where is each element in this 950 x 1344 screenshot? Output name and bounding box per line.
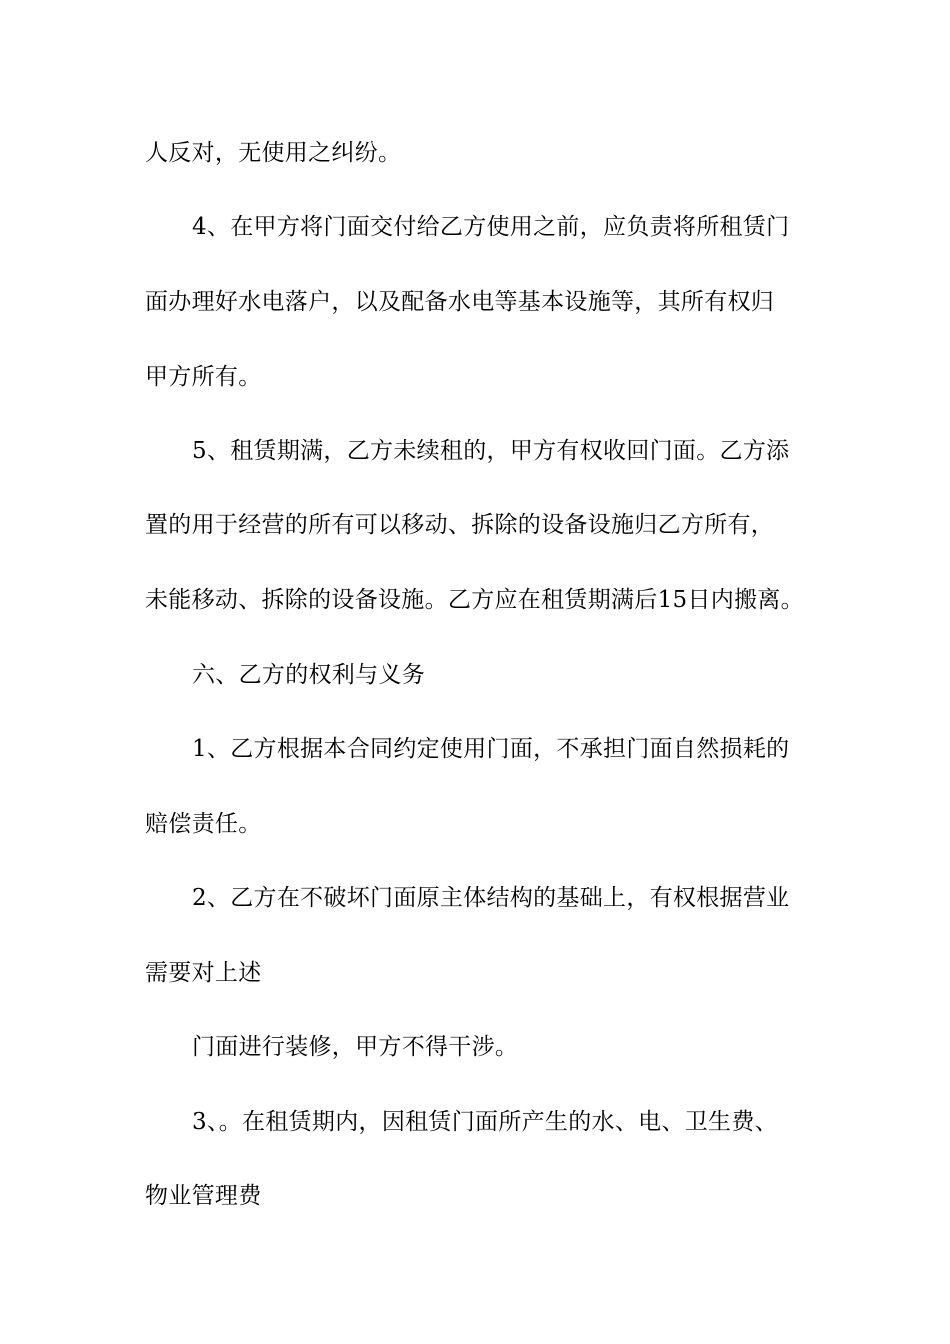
text-line-continuation: 人反对，无使用之纠纷。 bbox=[145, 140, 402, 166]
text-line-clause-3: 3、。在租赁期内，因租赁门面所产生的水、电、卫生费、 bbox=[192, 1109, 778, 1135]
text-line-clause-5: 5、租赁期满，乙方未续租的，甲方有权收回门面。乙方添 bbox=[192, 438, 790, 464]
text-line-clause-2: 2、乙方在不破坏门面原主体结构的基础上，有权根据营业 bbox=[192, 885, 790, 911]
text-line: 需要对上述 bbox=[145, 960, 262, 986]
text-line: 物业管理费 bbox=[145, 1183, 262, 1209]
text-line: 置的用于经营的所有可以移动、拆除的设备设施归乙方所有， bbox=[145, 512, 775, 538]
text-line: 门面进行装修，甲方不得干涉。 bbox=[192, 1034, 519, 1060]
text-line: 甲方所有。 bbox=[145, 364, 262, 390]
text-line: 面办理好水电落户，以及配备水电等基本设施等，其所有权归 bbox=[145, 289, 775, 315]
text-line-clause-1: 1、乙方根据本合同约定使用门面，不承担门面自然损耗的 bbox=[192, 736, 790, 762]
text-line: 赔偿责任。 bbox=[145, 811, 262, 837]
text-line-clause-4: 4、在甲方将门面交付给乙方使用之前，应负责将所租赁门 bbox=[192, 214, 790, 240]
text-line: 未能移动、拆除的设备设施。乙方应在租赁期满后15日内搬离。 bbox=[145, 587, 804, 613]
section-heading: 六、乙方的权利与义务 bbox=[192, 662, 425, 688]
